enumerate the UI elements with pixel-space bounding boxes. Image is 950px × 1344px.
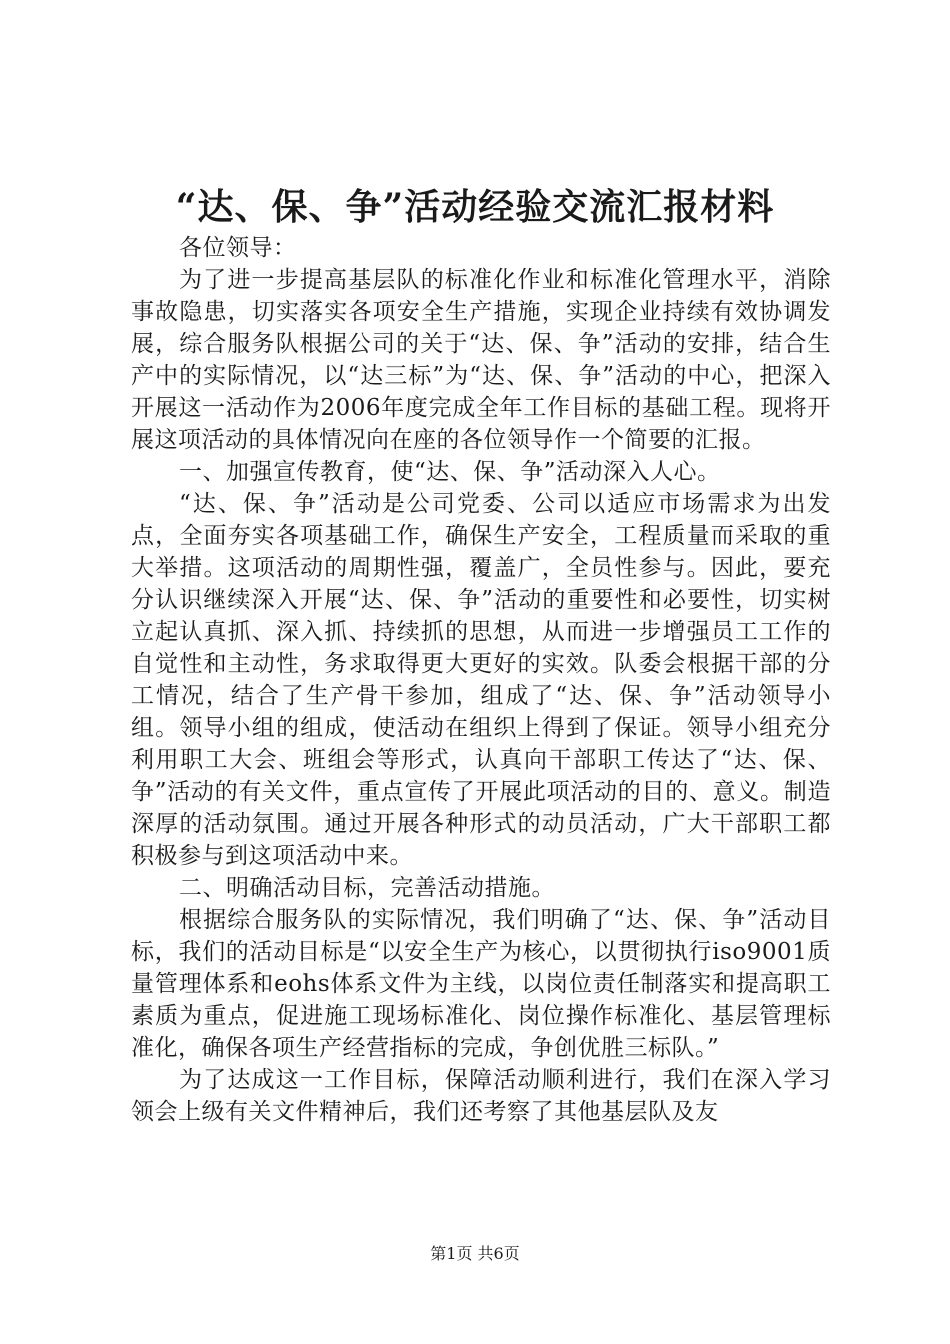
- paragraph-intro: 为了进一步提高基层队的标准化作业和标准化管理水平，消除事故隐患，切实落实各项安全生产措施，实现企业持续有效协调发展，综合服务队根据公司的关于“达、保、争”活动的安排，结合生产中的实际情况，以“达三标”为“达、保、争”活动的中心，把深入开展这一活动作为2006年度完成全年工作目标的基础工程。现将开展这项活动的具体情况向在座的各位领导作一个简要的汇报。: [131, 267, 831, 453]
- paragraph-section-2-cont: 为了达成这一工作目标，保障活动顺利进行，我们在深入学习领会上级有关文件精神后，我们还考察了其他基层队及友: [131, 1067, 831, 1125]
- document-body: [131, 232, 831, 1128]
- page-footer: 第1页 共6页: [430, 1244, 520, 1263]
- document-title: “达、保、争”活动经验交流汇报材料: [175, 186, 775, 228]
- salutation: 各位领导：: [179, 235, 297, 261]
- paragraph-section-1: “达、保、争”活动是公司党委、公司以适应市场需求为出发点，全面夯实各项基础工作，确保生产安全，工程质量而采取的重大举措。这项活动的周期性强，覆盖广，全员性参与。因此，要充分认识继续深入开展“达、保、争”活动的重要性和必要性，切实树立起认真抓、深入抓、持续抓的思想，从而进一步增强员工工作的自觉性和主动性，务求取得更大更好的实效。队委会根据干部的分工情况，结合了生产骨干参加，组成了“达、保、争”活动领导小组。领导小组的组成，使活动在组织上得到了保证。领导小组充分利用职工大会、班组会等形式，认真向干部职工传达了“达、保、争”活动的有关文件，重点宣传了开展此项活动的目的、意义。制造深厚的活动氛围。通过开展各种形式的动员活动，广大干部职工都积极参与到这项活动中来。: [131, 491, 831, 869]
- section-heading-2: 二、明确活动目标，完善活动措施。: [179, 875, 555, 901]
- paragraph-section-2: 根据综合服务队的实际情况，我们明确了“达、保、争”活动目标，我们的活动目标是“以安全生产为核心，以贯彻执行iso9001质量管理体系和eohs体系文件为主线，以岗位责任制落实和提高职工素质为重点，促进施工现场标准化、岗位操作标准化、基层管理标准化，确保各项生产经营指标的完成，争创优胜三标队。”: [131, 907, 831, 1061]
- section-heading-1: 一、加强宣传教育，使“达、保、争”活动深入人心。: [179, 459, 721, 485]
